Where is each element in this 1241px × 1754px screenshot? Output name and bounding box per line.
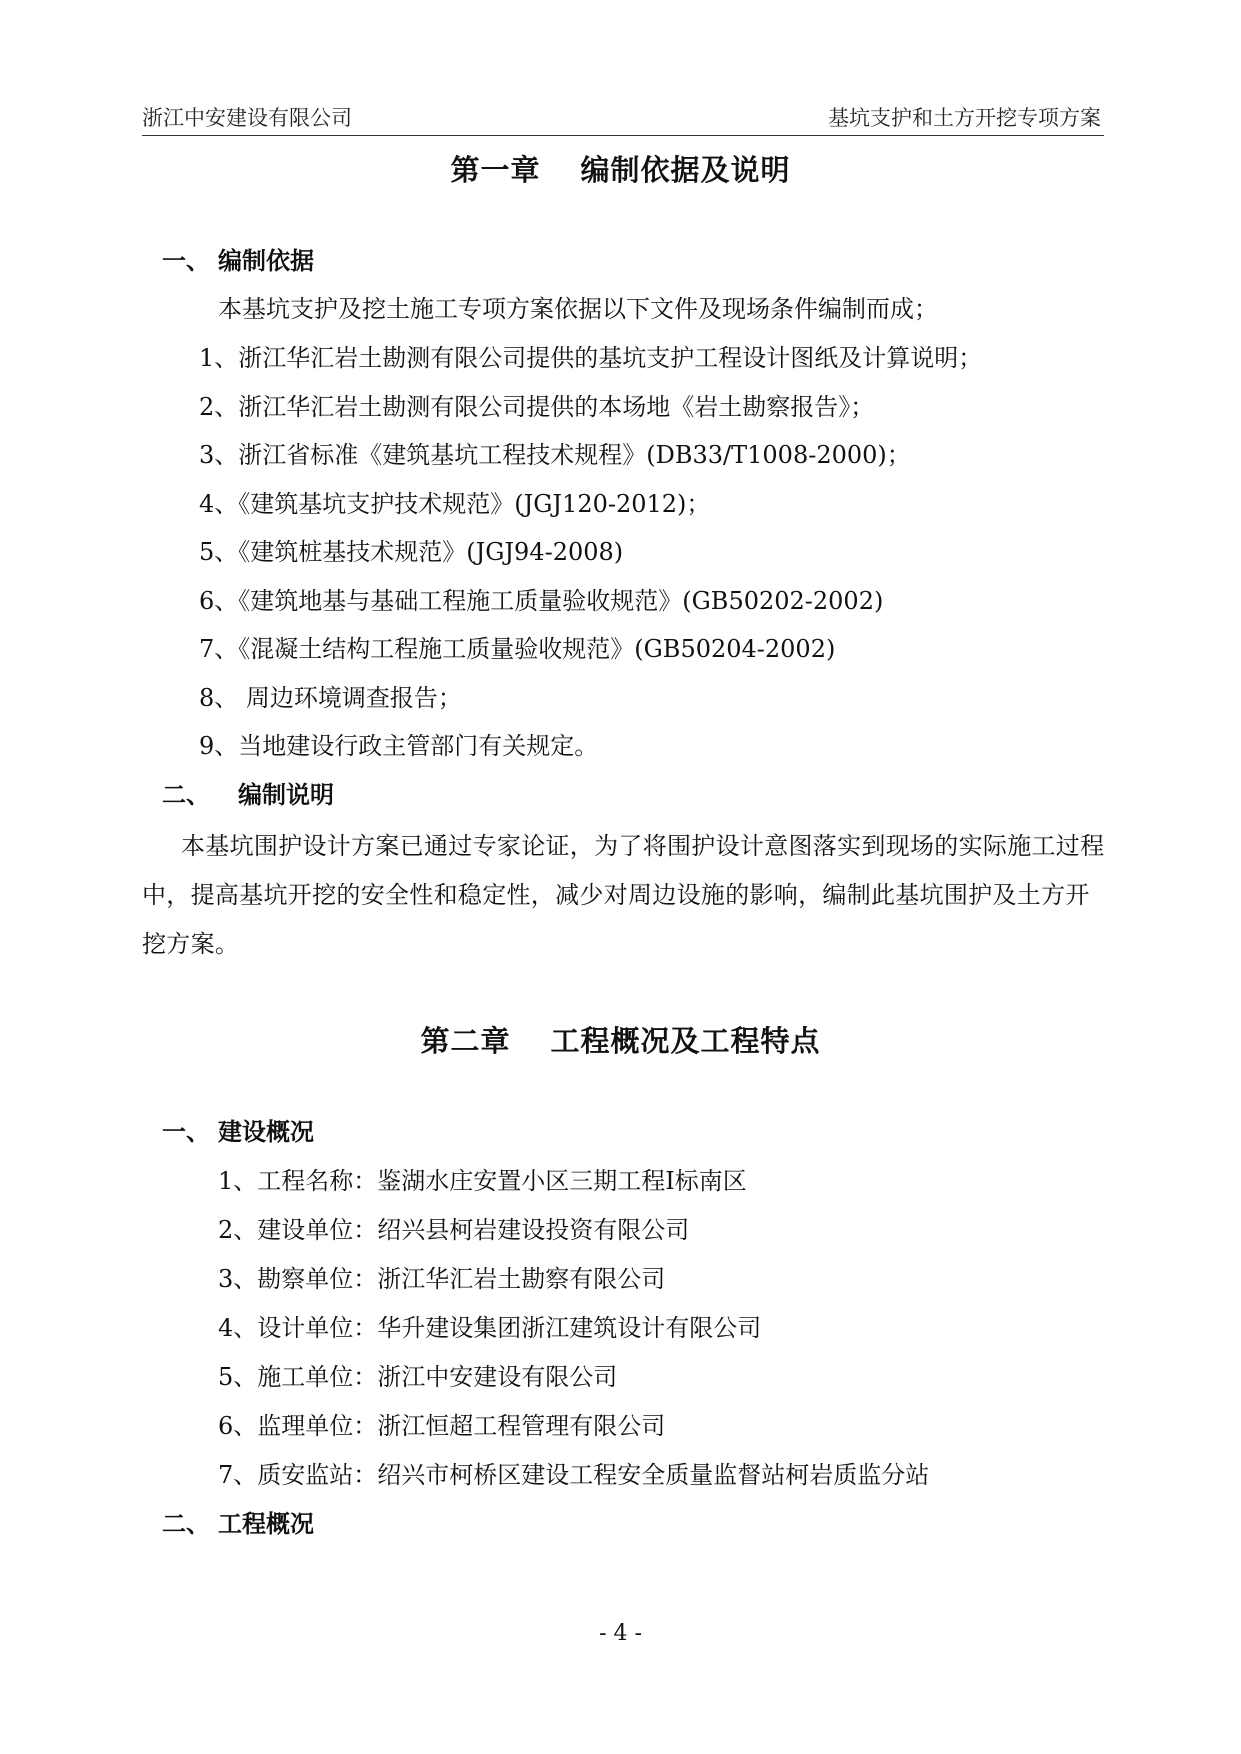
chapter-2-number: 第二章 — [420, 1024, 511, 1058]
overview-item: 6、监理单位：浙江恒超工程管理有限公司 — [218, 1412, 666, 1440]
chapter-2-name: 工程概况及工程特点 — [550, 1024, 821, 1058]
page-number: - 4 - — [599, 1621, 642, 1646]
section-heading-text: 工程概况 — [218, 1509, 314, 1538]
section-marker: 二、 — [162, 1509, 210, 1538]
basis-item: 7、《混凝土结构工程施工质量验收规范》(GB50204-2002) — [199, 635, 836, 663]
section-heading — [162, 778, 334, 812]
overview-item: 4、设计单位：华升建设集团浙江建筑设计有限公司 — [218, 1314, 762, 1342]
chapter-1-number: 第一章 — [450, 153, 541, 187]
basis-item: 2、浙江华汇岩土勘测有限公司提供的本场地《岩土勘察报告》； — [199, 393, 875, 421]
section-marker: 一、 — [162, 1117, 210, 1146]
header-rule — [142, 135, 1104, 136]
section-heading-text: 建设概况 — [218, 1117, 314, 1146]
header-company: 浙江中安建设有限公司 — [142, 106, 352, 130]
overview-item: 2、建设单位：绍兴县柯岩建设投资有限公司 — [218, 1216, 690, 1244]
basis-item: 9、当地建设行政主管部门有关规定。 — [199, 732, 599, 760]
intro-line: 本基坑支护及挖土施工专项方案依据以下文件及现场条件编制而成； — [218, 295, 938, 323]
section-heading — [162, 1507, 314, 1541]
section-marker: 二、 — [162, 780, 210, 809]
basis-item: 1、浙江华汇岩土勘测有限公司提供的基坑支护工程设计图纸及计算说明； — [199, 344, 983, 372]
header-doc-title: 基坑支护和土方开挖专项方案 — [828, 106, 1101, 130]
section-heading — [162, 244, 314, 278]
chapter-1-name: 编制依据及说明 — [580, 153, 791, 187]
chapter-1-title — [0, 150, 1241, 190]
overview-item: 7、质安监站：绍兴市柯桥区建设工程安全质量监督站柯岩质监分站 — [218, 1461, 930, 1489]
basis-item: 4、《建筑基坑支护技术规范》(JGJ120-2012)； — [199, 490, 711, 518]
basis-item: 3、浙江省标准《建筑基坑工程技术规程》(DB33/T1008-2000)； — [199, 441, 911, 469]
basis-item: 8、 周边环境调查报告； — [199, 684, 462, 712]
section-heading-text: 编制依据 — [218, 246, 314, 275]
overview-item: 1、工程名称：鉴湖水庄安置小区三期工程Ⅰ标南区 — [218, 1167, 747, 1195]
explanation-paragraph: 本基坑围护设计方案已通过专家论证，为了将围护设计意图落实到现场的实际施工过程中，提高基坑开挖的安全性和稳定性，减少对周边设施的影响，编制此基坑围护及土方开挖方案。 — [142, 832, 1105, 958]
basis-item: 5、《建筑桩基技术规范》(JGJ94-2008) — [199, 538, 624, 566]
section-heading — [162, 1115, 314, 1149]
overview-item: 5、施工单位：浙江中安建设有限公司 — [218, 1363, 618, 1391]
basis-item: 6、《建筑地基与基础工程施工质量验收规范》(GB50202-2002) — [199, 587, 884, 615]
section-marker: 一、 — [162, 246, 210, 275]
chapter-2-title — [0, 1021, 1241, 1061]
section-heading-text: 编制说明 — [238, 780, 334, 809]
overview-item: 3、勘察单位：浙江华汇岩土勘察有限公司 — [218, 1265, 666, 1293]
